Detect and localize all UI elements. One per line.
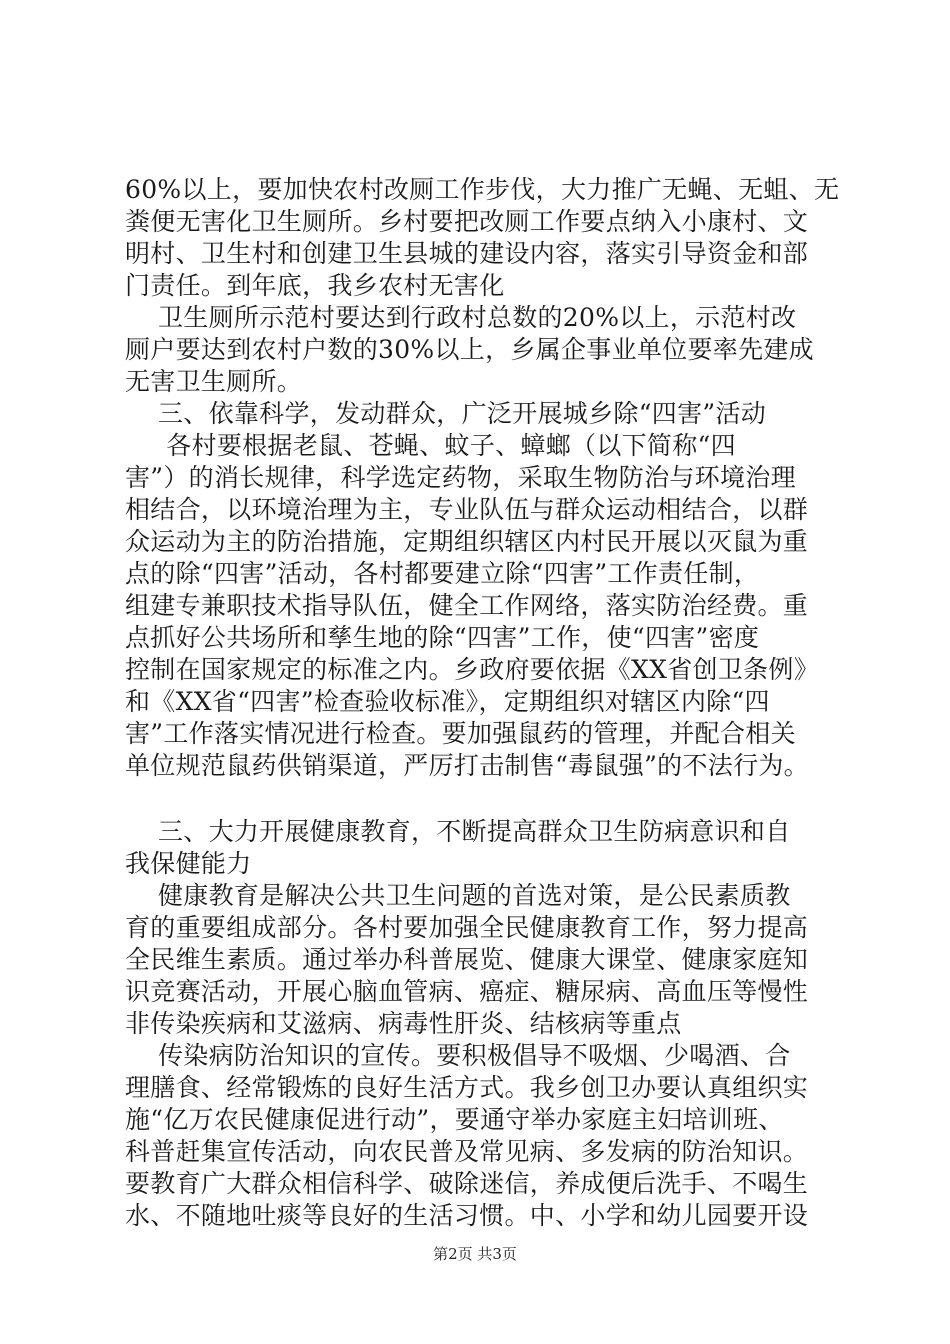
text-line: 水、不随地吐痰等良好的生活习惯。中、小学和幼儿园要开设 [125,1201,809,1230]
text-line: 组建专兼职技术指导队伍，健全工作网络，落实防治经费。重 [125,591,809,620]
section-heading: 我保健能力 [125,849,252,878]
text-line: 明村、卫生村和创建卫生县城的建设内容，落实引导资金和部 [125,239,809,268]
text-line: 点的除“四害”活动，各村都要建立除“四害”工作责任制， [125,559,760,588]
text-line: 要教育广大群众相信科学、破除迷信，养成便后洗手、不喝生 [125,1169,809,1198]
text-line: 点抓好公共场所和孳生地的除“四害”工作，使“四害”密度 [125,623,760,652]
section-heading: 三、大力开展健康教育，不断提高群众卫生防病意识和自 [125,817,791,846]
page-indicator: 第2页 共3页 [433,1245,517,1263]
text-line: 全民维生素质。通过举办科普展览、健康大课堂、健康家庭知 [125,945,809,974]
text-line: 门责任。到年底，我乡农村无害化 [125,271,505,300]
text-line: 健康教育是解决公共卫生问题的首选对策，是公民素质教 [125,881,791,910]
text-line: 相结合，以环境治理为主，专业队伍与群众运动相结合，以群 [125,495,809,524]
text-line: 无害卫生厕所。 [125,367,303,396]
text-line: 施“亿万农民健康促进行动”，要通守举办家庭主妇培训班、 [125,1105,784,1134]
text-line: 识竞赛活动，开展心脑血管病、癌症、糖尿病、高血压等慢性 [125,977,809,1006]
text-line: 科普赶集宣传活动，向农民普及常见病、多发病的防治知识。 [125,1137,809,1166]
section-heading: 三、依靠科学，发动群众，广泛开展城乡除“四害”活动 [125,399,767,428]
text-line: 60%以上，要加快农村改厕工作步伐，大力推广无蝇、无蛆、无 [125,175,840,204]
text-line: 传染病防治知识的宣传。要积极倡导不吸烟、少喝酒、合 [125,1041,791,1070]
text-line: 理膳食、经常锻炼的良好生活方式。我乡创卫办要认真组织实 [125,1073,809,1102]
text-line: 厕户要达到农村户数的30%以上，乡属企事业单位要率先建成 [125,335,814,364]
text-line: 育的重要组成部分。各村要加强全民健康教育工作，努力提高 [125,913,809,942]
text-line: 控制在国家规定的标准之内。乡政府要依据《XX省创卫条例》 [125,655,819,684]
page-footer [0,1244,950,1264]
text-line: 和《XX省“四害”检查验收标准》，定期组织对辖区内除“四 [125,687,770,716]
text-line: 害”工作落实情况进行检查。要加强鼠药的管理，并配合相关 [125,719,796,748]
text-line: 害”）的消长规律，科学选定药物，采取生物防治与环境治理 [125,463,796,492]
text-line: 非传染疾病和艾滋病、病毒性肝炎、结核病等重点 [125,1009,682,1038]
text-line: 单位规范鼠药供销渠道，严厉打击制售“毒鼠强”的不法行为。 [125,751,809,780]
text-line: 粪便无害化卫生厕所。乡村要把改厕工作要点纳入小康村、文 [125,207,809,236]
text-line: 卫生厕所示范村要达到行政村总数的20%以上，示范村改 [125,303,797,332]
text-line: 各村要根据老鼠、苍蝇、蚊子、蟑螂（以下简称“四 [125,431,736,460]
text-line: 众运动为主的防治措施，定期组织辖区内村民开展以灭鼠为重 [125,527,809,556]
